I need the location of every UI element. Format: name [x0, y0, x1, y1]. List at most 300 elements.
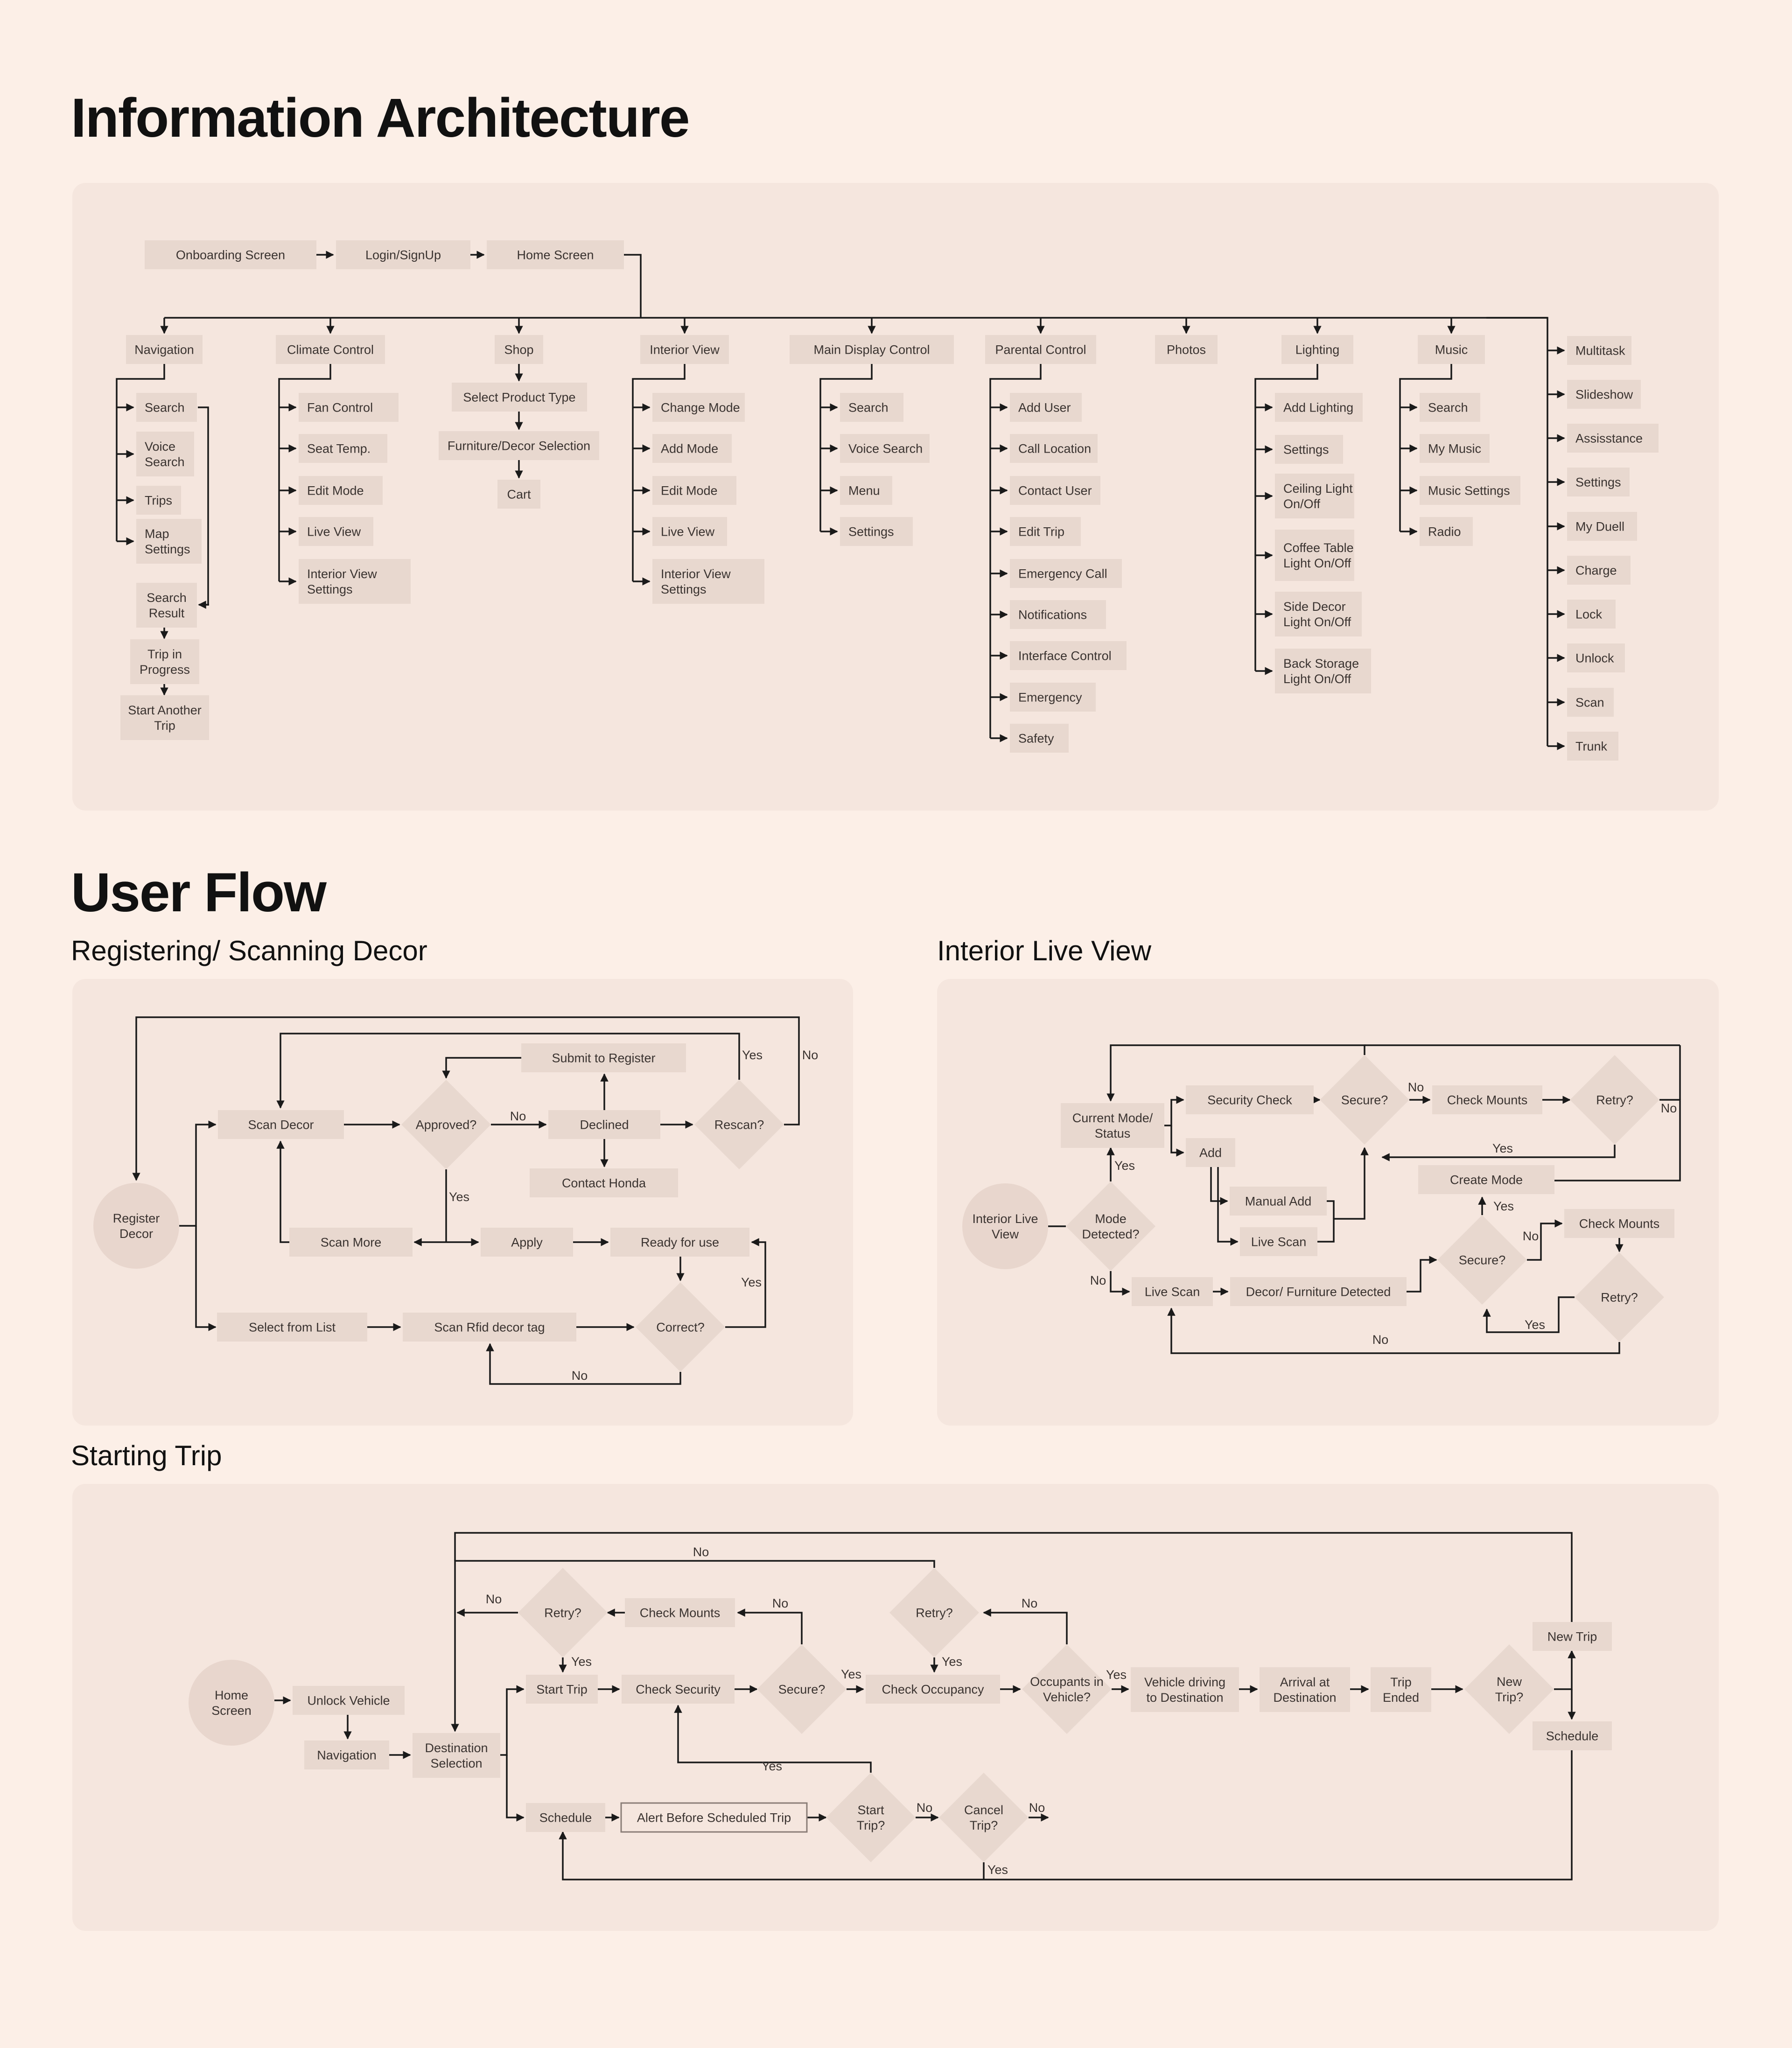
node-text: Notifications [1018, 608, 1087, 622]
secure-decision [757, 1644, 847, 1734]
edge-label: Yes [741, 1275, 762, 1289]
retry-decision [1575, 1252, 1664, 1342]
emergency-call-node [1010, 559, 1122, 588]
check-mounts-node [1564, 1209, 1674, 1238]
connector [1111, 1271, 1129, 1292]
start-circle [962, 1183, 1048, 1269]
apply-node [481, 1228, 573, 1257]
node-text: Check Security [636, 1682, 721, 1697]
node-text: Safety [1018, 731, 1054, 746]
node-text: Radio [1428, 524, 1461, 539]
my-duell-node [1567, 512, 1637, 541]
node-text: Main Display Control [813, 342, 930, 357]
shop-node [495, 335, 543, 364]
node-text: Navigation [134, 342, 194, 357]
change-mode-node [652, 393, 745, 422]
node-text: Destination Selection [425, 1740, 488, 1770]
correct-decision [636, 1282, 725, 1372]
connector [1486, 318, 1547, 746]
node-box [1275, 474, 1354, 518]
connector [500, 1689, 524, 1755]
node-text: Interface Control [1018, 649, 1112, 663]
node-text: Correct? [656, 1320, 705, 1335]
node-box [1260, 1667, 1350, 1712]
node-box [136, 519, 202, 564]
search-node [136, 393, 197, 422]
node-text: Live View [307, 524, 361, 539]
node-text: Approved? [415, 1118, 477, 1132]
navigation-node [304, 1740, 389, 1769]
music-node [1418, 335, 1485, 364]
node-text: Retry? [1596, 1093, 1633, 1107]
settings-node [1275, 435, 1343, 464]
node-text: Schedule [539, 1810, 592, 1825]
register-decor-start [93, 1183, 179, 1269]
node-box [1131, 1667, 1239, 1712]
current-mode-status-node [1061, 1103, 1164, 1148]
connector [455, 1561, 934, 1731]
decision-shape [826, 1773, 916, 1862]
secure-decision [1320, 1055, 1409, 1145]
edge-label: No [916, 1801, 933, 1815]
interior-view-settings-node [652, 559, 764, 604]
side-decor-light-on-off-node [1275, 592, 1362, 636]
node-text: Interior View Settings [307, 566, 377, 596]
new-trip-node [1533, 1622, 1612, 1651]
node-text: Unlock Vehicle [307, 1693, 390, 1708]
check-security-node [622, 1675, 735, 1704]
edge-label: Yes [571, 1655, 592, 1669]
trunk-node [1567, 732, 1618, 761]
connector [984, 1613, 1067, 1644]
node-text: Climate Control [287, 342, 374, 357]
add-user-node [1010, 393, 1082, 422]
node-text: Change Mode [661, 400, 740, 415]
node-box [299, 559, 411, 604]
node-text: Login/SignUp [365, 248, 441, 262]
connector [179, 1125, 216, 1226]
node-text: Current Mode/ Status [1072, 1111, 1153, 1140]
navigation-node [126, 335, 203, 364]
interior-view-settings-node [299, 559, 411, 604]
seat-temp-node [299, 434, 387, 463]
edit-mode-node [299, 476, 383, 505]
home-screen-start [189, 1660, 274, 1746]
edit-trip-node [1010, 517, 1081, 546]
node-text: Ceiling Light On/Off [1283, 481, 1353, 511]
alert-before-scheduled-trip-node [621, 1803, 807, 1832]
edge-label: Yes [1114, 1159, 1135, 1173]
node-text: Music Settings [1428, 483, 1510, 498]
add-mode-node [652, 434, 732, 463]
node-text: Side Decor Light On/Off [1283, 599, 1351, 629]
search-result-node [136, 583, 197, 628]
decision-shape [1066, 1181, 1155, 1271]
furniture-decor-selection-node [439, 431, 599, 460]
node-text: Emergency Call [1018, 566, 1107, 581]
node-text: Security Check [1207, 1093, 1292, 1107]
node-box [120, 695, 209, 740]
select-product-type-node [452, 383, 587, 412]
start-trip-decision [826, 1773, 916, 1862]
edge-label: Yes [448, 1190, 470, 1204]
node-text: Manual Add [1245, 1194, 1312, 1209]
node-box [136, 583, 197, 628]
trip-ended-node [1371, 1667, 1431, 1712]
edit-mode-node [652, 476, 736, 505]
connector [738, 1613, 802, 1644]
assisstance-node [1567, 424, 1659, 453]
scan-node [1567, 688, 1614, 717]
node-text: Mode Detected? [1082, 1211, 1140, 1241]
live-view-node [299, 517, 373, 546]
main-display-control-node [790, 335, 954, 364]
node-text: Fan Control [307, 400, 373, 415]
node-text: Start Another Trip [128, 703, 202, 733]
node-text: Interior Live View [972, 1211, 1038, 1241]
mode-detected-decision [1066, 1181, 1155, 1271]
fan-control-node [299, 393, 399, 422]
decision-shape [939, 1773, 1029, 1862]
interior-heading: Interior Live View [937, 935, 1152, 966]
coffee-table-light-on-off-node [1275, 530, 1354, 581]
unlock-vehicle-node [293, 1686, 405, 1715]
call-location-node [1010, 434, 1098, 463]
edge-label: Yes [941, 1655, 963, 1669]
node-text: Contact Honda [561, 1176, 646, 1190]
node-box [1275, 530, 1354, 581]
node-text: Voice Search [145, 439, 185, 469]
node-text: Arrival at Destination [1273, 1675, 1337, 1705]
trip-in-progress-node [130, 639, 199, 684]
node-text: Interior View Settings [661, 566, 731, 596]
new-trip-decision [1464, 1644, 1554, 1734]
start-circle [93, 1183, 179, 1269]
edge-label: No [1660, 1101, 1677, 1115]
node-text: Trip Ended [1382, 1675, 1420, 1705]
node-text: Retry? [1601, 1290, 1638, 1305]
connector [198, 407, 209, 605]
node-text: Live Scan [1251, 1235, 1307, 1249]
radio-node [1420, 517, 1473, 546]
node-text: Check Mounts [1447, 1093, 1528, 1107]
parental-control-node [985, 335, 1096, 364]
node-text: Cart [507, 487, 531, 502]
edge-label: No [1029, 1801, 1045, 1815]
schedule-node [1533, 1721, 1612, 1750]
ready-for-use-node [610, 1228, 749, 1257]
node-text: Cancel Trip? [964, 1803, 1004, 1832]
node-text: Edit Mode [661, 483, 718, 498]
node-text: Map Settings [145, 526, 190, 556]
contact-user-node [1010, 476, 1100, 505]
node-text: Secure? [1458, 1253, 1506, 1267]
retry-decision [1570, 1055, 1659, 1145]
node-box [413, 1733, 500, 1778]
trip-heading: Starting Trip [71, 1440, 222, 1471]
node-text: Scan Decor [248, 1118, 314, 1132]
voice-search-node [840, 434, 930, 463]
edge-label: No [1372, 1333, 1389, 1347]
node-box [130, 639, 199, 684]
cart-node [497, 480, 540, 509]
node-text: Secure? [778, 1682, 826, 1697]
music-settings-node [1420, 476, 1520, 505]
start-another-trip-node [120, 695, 209, 740]
node-text: Retry? [916, 1606, 953, 1620]
multitask-node [1567, 336, 1631, 365]
unlock-node [1567, 643, 1625, 672]
select-from-list-node [217, 1313, 367, 1342]
search-node [840, 393, 903, 422]
node-text: Lighting [1295, 342, 1340, 357]
node-text: Submit to Register [552, 1051, 656, 1065]
connector [1407, 1260, 1436, 1292]
node-text: Occupants in Vehicle? [1030, 1674, 1104, 1704]
node-text: New Trip? [1495, 1674, 1524, 1704]
node-text: Add Lighting [1283, 400, 1354, 415]
edge-label: Yes [1493, 1199, 1514, 1213]
occupants-in-vehicle-decision [1022, 1644, 1112, 1734]
node-text: Home Screen [517, 248, 594, 262]
voice-search-node [136, 432, 194, 476]
retry-decision [889, 1568, 979, 1657]
connector [1171, 1308, 1619, 1353]
back-storage-light-on-off-node [1275, 649, 1371, 693]
connector [1171, 1125, 1183, 1153]
connector [455, 1533, 1572, 1622]
connector [1164, 1100, 1183, 1125]
node-text: Edit Trip [1018, 524, 1065, 539]
interface-control-node [1010, 641, 1127, 670]
node-text: Multitask [1575, 343, 1625, 358]
edge-label: Yes [840, 1667, 862, 1681]
node-text: Decor/ Furniture Detected [1246, 1285, 1391, 1299]
start-circle [189, 1660, 274, 1746]
node-text: Trips [145, 493, 172, 508]
edge-label: Yes [1106, 1668, 1127, 1682]
node-text: Edit Mode [307, 483, 364, 498]
edge-label: Yes [761, 1759, 783, 1773]
node-text: Scan [1575, 695, 1604, 710]
settings-node [840, 517, 913, 546]
node-text: Photos [1166, 342, 1206, 357]
connector [507, 1755, 524, 1817]
node-text: Interior View [650, 342, 720, 357]
node-text: Add Mode [661, 441, 719, 456]
edge-label: Yes [1492, 1141, 1513, 1155]
onboarding-screen-node [145, 240, 316, 269]
destination-selection-node [413, 1733, 500, 1778]
safety-node [1010, 724, 1069, 753]
login-signup-node [336, 240, 470, 269]
userflow-heading: User Flow [71, 862, 326, 923]
edge-label: No [571, 1369, 588, 1383]
node-text: Live Scan [1144, 1285, 1200, 1299]
node-text: Call Location [1018, 441, 1092, 456]
node-text: Secure? [1341, 1093, 1388, 1107]
charge-node [1567, 556, 1631, 585]
node-text: Settings [848, 524, 894, 539]
node-text: Check Mounts [1579, 1216, 1660, 1231]
interior-live-view-start [962, 1183, 1048, 1269]
edge-label: No [510, 1109, 526, 1123]
node-box [652, 559, 764, 604]
cancel-trip-decision [939, 1773, 1029, 1862]
ia-heading: Information Architecture [71, 87, 689, 149]
node-text: Slideshow [1575, 387, 1633, 402]
menu-node [840, 476, 892, 505]
declined-node [548, 1110, 660, 1139]
connector [446, 1058, 521, 1078]
edge-label: No [693, 1545, 709, 1559]
node-box [1275, 649, 1371, 693]
node-text: Vehicle driving to Destination [1144, 1675, 1226, 1705]
lock-node [1567, 600, 1616, 629]
node-text: Onboarding Screen [175, 248, 286, 262]
connector [196, 1226, 216, 1327]
node-text: Lock [1575, 607, 1603, 622]
node-text: Menu [848, 483, 880, 498]
lighting-node [1281, 335, 1353, 364]
emergency-node [1010, 683, 1096, 712]
connector [1211, 1167, 1227, 1201]
node-box [136, 432, 194, 476]
node-text: Search Result [147, 590, 187, 620]
node-text: Settings [1575, 475, 1621, 489]
edge-label: Yes [987, 1863, 1008, 1877]
node-text: Furniture/Decor Selection [447, 439, 591, 453]
live-scan-node [1132, 1277, 1213, 1306]
security-check-node [1186, 1085, 1314, 1114]
vehicle-driving-to-destination-node [1131, 1667, 1239, 1712]
edge-label: Yes [742, 1048, 763, 1062]
start-trip-node [526, 1675, 598, 1704]
scan-more-node [289, 1228, 413, 1257]
node-box [1061, 1103, 1164, 1148]
node-text: Check Mounts [639, 1606, 721, 1620]
node-text: Rescan? [714, 1118, 764, 1132]
slideshow-node [1567, 380, 1641, 409]
ceiling-light-on-off-node [1275, 474, 1354, 518]
retry-decision [518, 1568, 608, 1657]
scan-decor-node [218, 1110, 344, 1139]
manual-add-node [1230, 1187, 1327, 1216]
node-text: Select from List [248, 1320, 336, 1335]
node-text: New Trip [1547, 1629, 1597, 1644]
node-text: Alert Before Scheduled Trip [637, 1810, 791, 1825]
node-text: Start Trip [536, 1682, 588, 1697]
node-text: Back Storage Light On/Off [1283, 656, 1359, 686]
search-node [1420, 393, 1480, 422]
check-mounts-node [625, 1598, 735, 1627]
node-text: Seat Temp. [307, 441, 371, 456]
node-text: Check Occupancy [882, 1682, 984, 1697]
check-mounts-node [1432, 1085, 1542, 1114]
my-music-node [1420, 434, 1490, 463]
add-node [1186, 1138, 1235, 1167]
trips-node [136, 486, 181, 515]
decor-furniture-detected-node [1230, 1277, 1407, 1306]
node-text: Add User [1018, 400, 1071, 415]
node-text: Trunk [1575, 739, 1608, 754]
edge-label: No [485, 1592, 502, 1606]
photos-node [1155, 335, 1218, 364]
connector [624, 255, 641, 318]
schedule-node [526, 1803, 605, 1832]
node-text: Create Mode [1449, 1173, 1523, 1187]
add-lighting-node [1275, 393, 1363, 422]
climate-control-node [276, 335, 385, 364]
check-occupancy-node [866, 1675, 1000, 1704]
connector [1554, 1651, 1572, 1689]
node-text: Parental Control [995, 342, 1086, 357]
node-text: Search [848, 400, 889, 415]
node-text: Charge [1575, 563, 1617, 578]
node-text: Unlock [1575, 651, 1614, 665]
connector [280, 1141, 289, 1242]
node-text: My Duell [1575, 519, 1625, 534]
edge-label: No [1522, 1229, 1539, 1243]
node-text: Search [145, 400, 185, 415]
node-text: Trip in Progress [139, 647, 190, 677]
node-box [1371, 1667, 1431, 1712]
node-text: Contact User [1018, 483, 1092, 498]
node-text: Scan Rfid decor tag [434, 1320, 545, 1335]
node-text: Voice Search [848, 441, 923, 456]
node-text: My Music [1428, 441, 1481, 456]
map-settings-node [136, 519, 202, 564]
node-text: Search [1428, 400, 1468, 415]
node-text: Navigation [317, 1748, 377, 1762]
node-text: Emergency [1018, 690, 1082, 705]
arrival-at-destination-node [1260, 1667, 1350, 1712]
node-text: Add [1199, 1146, 1222, 1160]
node-text: Select Product Type [463, 390, 576, 405]
node-text: Assisstance [1575, 431, 1643, 446]
node-text: Start Trip? [856, 1803, 885, 1832]
submit-to-register-node [521, 1043, 686, 1072]
notifications-node [1010, 600, 1106, 629]
node-text: Declined [580, 1118, 629, 1132]
node-text: Ready for use [640, 1235, 720, 1250]
decision-shape [1464, 1644, 1554, 1734]
edge-label: No [1090, 1273, 1106, 1287]
node-text: Apply [511, 1235, 543, 1250]
secure-decision [1437, 1215, 1527, 1305]
home-screen-node [487, 240, 624, 269]
node-text: Schedule [1546, 1729, 1599, 1743]
connector [1327, 1201, 1334, 1219]
edge-label: No [772, 1596, 789, 1610]
node-text: Shop [504, 342, 534, 357]
connector [136, 1017, 799, 1180]
decision-shape [1022, 1644, 1112, 1734]
node-text: Scan More [320, 1235, 382, 1250]
scan-rfid-decor-tag-node [403, 1313, 576, 1342]
edge-label: No [1407, 1080, 1424, 1094]
live-view-node [652, 517, 727, 546]
node-text: Register Decor [112, 1211, 160, 1241]
live-scan-node [1240, 1227, 1317, 1256]
node-text: Settings [1283, 442, 1329, 457]
contact-honda-node [530, 1168, 678, 1197]
node-box [1275, 592, 1362, 636]
edge-label: Yes [1524, 1318, 1546, 1332]
edge-label: No [1021, 1596, 1038, 1610]
create-mode-node [1418, 1165, 1554, 1194]
edge-label: No [802, 1048, 819, 1062]
